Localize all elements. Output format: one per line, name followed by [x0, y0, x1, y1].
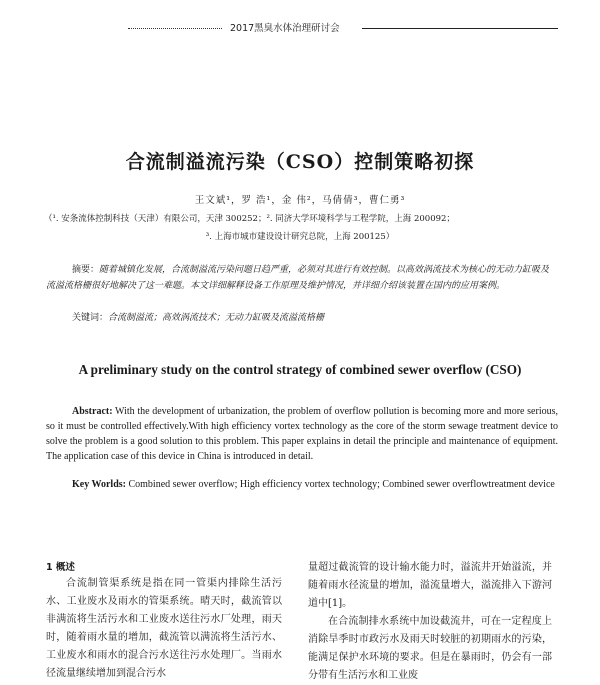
abstract-en-text: With the development of urbanization, the problem of overflow pollution is becoming more and more serious, so it must be controlled effectively.With high efficiency vortex technology as the core of the storm sewage treatment device to solve the problem is a good solution to this problem. This paper explains in detail the principle and maintenance of equipment. The application case of this device in China is introduced in detail.: [46, 406, 558, 462]
abstract-en-label: Abstract:: [72, 406, 113, 417]
keywords-cn-label: 关键词：: [72, 313, 109, 323]
body-right-paragraph-2: 在合流制排水系统中加设截流井，可在一定程度上消除旱季时市政污水及雨天时较脏的初期雨水的污染，能满足保护水环境的要求。但是在暴雨时，仍会有一部分带有生活污水和工业废: [308, 616, 552, 681]
keywords-en-text: Combined sewer overflow; High efficiency vortex technology; Combined sewer overflowtreatment device: [128, 479, 555, 490]
header-rule-left: [128, 28, 222, 29]
body-left-column: 合流制管渠系统是指在同一管渠内排除生活污水、工业废水及雨水的管渠系统。晴天时，截流管以非满流将生活污水和工业废水送往污水厂处理，雨天时，随着雨水量的增加，截流管以满流将生活污水、工业废水和雨水的混合污水送往污水处理厂。当雨水径流量继续增加到混合污水: [46, 578, 282, 679]
paper-title-cn: 合流制溢流污染（CSO）控制策略初探: [125, 151, 475, 173]
abstract-en: [46, 404, 558, 464]
running-header: 2017黑臭水体治理研讨会: [230, 23, 340, 34]
body-right-paragraph-1: 量超过截流管的设计输水能力时，溢流井开始溢流，并随着雨水径流量的增加，溢流量增大，溢流排入下游河道中[1]。: [308, 562, 552, 609]
header-rule-right: [362, 28, 558, 29]
abstract-cn: [46, 262, 558, 294]
keywords-en-label: Key Worlds:: [72, 479, 126, 490]
keywords-cn-text: 合流制溢流；高效涡流技术；无动力缸吸及流溢流格栅: [108, 313, 325, 323]
affiliation-line-1: （¹. 安条流体控制科技（天津）有限公司，天津 300252；². 同济大学环境科学与工程学院，上海 200092；: [44, 214, 455, 224]
keywords-en: [46, 477, 558, 492]
paper-title-en: A preliminary study on the control strategy of combined sewer overflow (CSO): [78, 362, 522, 377]
section-heading-overview: 1 概述: [46, 562, 75, 573]
body-right-column: [308, 559, 552, 685]
keywords-cn: [72, 310, 552, 323]
abstract-cn-label: 摘要：: [72, 265, 100, 275]
affiliation-line-2: ³. 上海市城市建设设计研究总院，上海 200125）: [205, 232, 395, 242]
abstract-cn-text: 随着城镇化发展，合流制溢流污染问题日趋严重，必须对其进行有效控制。以高效涡流技术为核心的无动力缸吸及流溢流格栅很好地解决了这一难题。本文详细解释设备工作原理及维护情况，并详细介绍该装置在国内的应用案例。: [46, 265, 550, 291]
author-list: 王文斌¹，罗 浩¹，金 伟²，马倩倩³，曹仁勇³: [194, 195, 406, 206]
